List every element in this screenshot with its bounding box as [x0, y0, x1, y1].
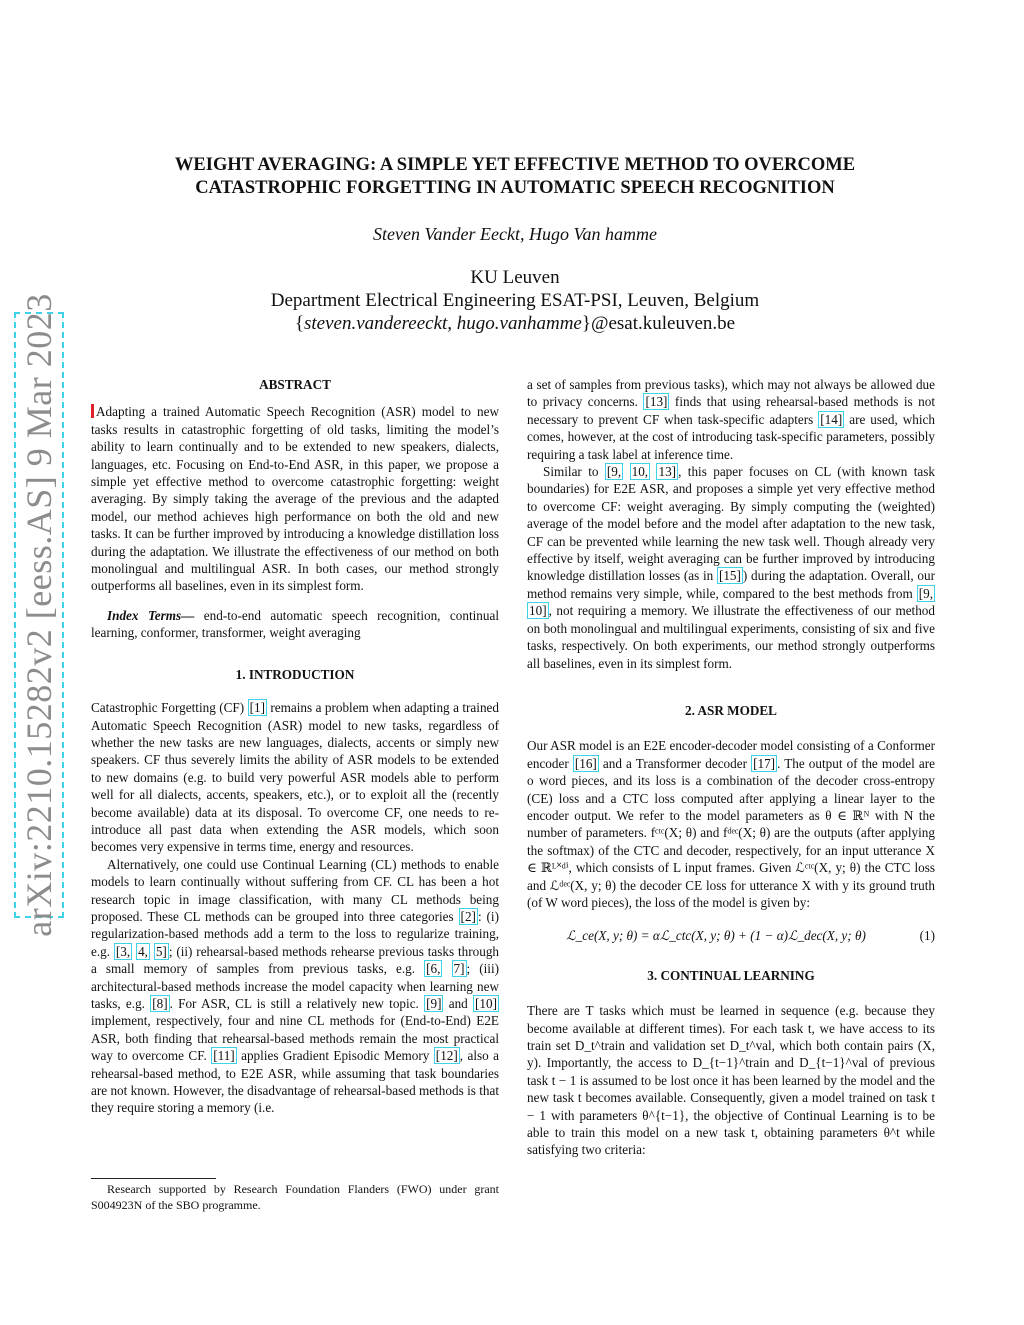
title-line: CATASTROPHIC FORGETTING IN AUTOMATIC SPEECH RECOGNITION	[195, 178, 835, 198]
citation-link[interactable]: [12]	[435, 1048, 458, 1064]
citation-link[interactable]: [1]	[249, 700, 265, 716]
text-run: are used, which comes, however, at the cost of introducing task-specific parameters, possibly requiring a task label at inference time.	[527, 411, 935, 462]
citation-link[interactable]: 7]	[453, 961, 465, 977]
department: Department Electrical Engineering ESAT-PSI, Leuven, Belgium	[270, 290, 760, 311]
footnote-rule	[91, 1178, 216, 1179]
email-brace-open: {	[294, 313, 304, 334]
institution: KU Leuven	[470, 267, 560, 288]
citation-link[interactable]: [3,	[115, 943, 131, 959]
text-run: , not requiring a memory. We illustrate the effectiveness of our method on both monolingual and multilingual experiments, consisting of six and five tasks, respectively. On both experiments, our method strongly outperforms all baselines, even in its simplest form.	[527, 603, 935, 671]
asr-model-paragraph	[527, 737, 935, 911]
text-run: ) during the adaptation. Overall, our method remains very simple, while, compared to the best methods from	[527, 568, 936, 601]
right-column	[527, 376, 935, 1159]
citation-link[interactable]: 10]	[529, 603, 547, 619]
arxiv-identifier-stamp	[14, 293, 64, 937]
text-run: , this paper focuses on CL (with known task boundaries) for E2E ASR, and proposes a simple yet very effective method to overcome CF: weight averaging. By simply computing the (weighted) average of the model before and the model after adaptation to the new task, CF can be prevented while learning the new task well. Though already very effective by itself, weight averaging can be further improved by introducing knowledge distillation losses (as in	[527, 464, 935, 584]
citation-link[interactable]: [6,	[426, 961, 441, 977]
citation-link[interactable]: [8]	[152, 996, 168, 1011]
citation-link[interactable]: 5]	[155, 943, 167, 959]
introduction-heading: 1. INTRODUCTION	[235, 666, 355, 682]
citation-link[interactable]: [2]	[460, 908, 476, 924]
continual-learning-paragraph: There are T tasks which must be learned in sequence (e.g. because they become available at different times). For each task t, we have access to its train set D_t^train and validation set D_t^val, which both contain pairs (X, y). Importantly, the access to D_{t−1}^train and D_{t−1}^val of previous task t − 1 is assumed to be lost once it has been learned by the model and the new task t becomes available. Consequently, given a model trained on task t − 1 with parameters θ^{t−1}, the objective of Continual Learning is to be able to train this model on a new task t, obtaining parameters θ^t while satisfying two criteria:	[527, 1003, 935, 1158]
intro-paragraph-4	[527, 463, 935, 672]
text-run: Alternatively, one could use Continual Learning (CL) methods to enable models to learn continually without suffering from CF. CL has been a hot research topic in image classification, with many CL methods being proposed. These CL methods can be grouped into three categories	[91, 856, 499, 924]
continual-learning-heading: 3. CONTINUAL LEARNING	[647, 967, 815, 983]
text-run: implement, respectively, four and nine CL methods for (End-to-End) E2E ASR, both finding that rehearsal-based methods remain the most practical way to overcome CF.	[91, 1013, 499, 1064]
email-domain: @esat.kuleuven.be	[590, 313, 736, 334]
citation-link[interactable]: [9,	[606, 464, 622, 480]
text-run: . For ASR, CL is still a relatively new topic.	[169, 996, 425, 1011]
footnote-text: Research supported by Research Foundation Flanders (FWO) under grant S004923N of the SBO programme.	[91, 1182, 499, 1212]
change-bar	[91, 404, 94, 418]
citation-link[interactable]: 10,	[631, 464, 649, 480]
equation-body: ℒ_ce(X, y; θ) = αℒ_ctc(X, y; θ) + (1 − α)ℒ_dec(X, y; θ)	[566, 928, 866, 944]
citation-link[interactable]: [15]	[718, 568, 741, 584]
text-run: and a Transformer decoder	[598, 755, 752, 771]
index-terms	[91, 607, 499, 642]
email-names: steven.vandereeckt, hugo.vanhamme	[304, 313, 582, 334]
index-terms-text: end-to-end automatic speech recognition, continual learning, conformer, transformer, weight averaging	[91, 607, 499, 641]
asr-model-heading: 2. ASR MODEL	[685, 702, 777, 718]
citation-link[interactable]: [17]	[753, 755, 776, 771]
text-run: ; (iii) architectural-based methods increase the model capacity when learning new tasks, e.g.	[91, 961, 499, 1011]
email-line	[120, 312, 910, 335]
intro-paragraph-3	[527, 376, 935, 463]
abstract-heading: ABSTRACT	[259, 377, 331, 392]
text-run: a set of samples from previous tasks), which may not always be allowed due to privacy concerns.	[527, 377, 935, 410]
text-run: finds that using rehearsal-based methods is not necessary to prevent CF when task-specific adapters	[527, 394, 935, 427]
equation-1	[527, 927, 935, 944]
citation-link[interactable]: [10]	[475, 996, 497, 1011]
text-run: and	[443, 996, 474, 1011]
authors: Steven Vander Eeckt, Hugo Van hamme	[373, 224, 657, 244]
text-run: applies Gradient Episodic Memory	[236, 1048, 434, 1064]
text-run: Our ASR model is an E2E encoder-decoder model consisting of a Conformer encoder	[527, 738, 935, 771]
citation-link[interactable]: [9,	[918, 585, 933, 601]
paper-title	[120, 154, 910, 200]
text-run: remains a problem when adapting a trained Automatic Speech Recognition (ASR) model to new tasks, regardless of whether the new tasks are new languages, dialects, accents or simply new speakers. CF thus severely limits the ability of ASR models to be extended to new domains (e.g. to build very powerful ASR models able to perform well for all dialects, accents, speakers, etc.), or to exploit all the (recently become available) data at its disposal. To overcome CF, one needs to re-introduce all past data when extending the ASR models, which soon becomes very expensive in terms time, energy and resources.	[91, 700, 499, 855]
citation-link[interactable]: 4,	[138, 943, 148, 959]
abstract-paragraph	[91, 403, 499, 594]
email-brace-close: }	[581, 313, 591, 334]
abstract-text: Adapting a trained Automatic Speech Recognition (ASR) model to new tasks results in catastrophic forgetting of old tasks, limiting the model’s ability to learn continually and to be extended to new speakers, dialects, languages, etc. Focusing on End-to-End ASR, in this paper, we propose a simple yet effective method to overcome catastrophic forgetting: weight averaging. By simply taking the average of the previous and the adapted model, our method achieves high performance on both the old and new tasks. It can be further improved by introducing a knowledge distillation loss during the adaptation. We illustrate the effectiveness of our method on both monolingual and multilingual ASR. In both cases, our method strongly outperforms all baselines, even in its simplest form.	[91, 404, 499, 594]
text-run: ; (ii) rehearsal-based methods rehearse previous tasks through a small memory of samples from previous tasks, e.g.	[91, 943, 500, 977]
intro-paragraph-2	[91, 856, 499, 1117]
text-run: , also a rehearsal-based method, to E2E ASR, while assuming that task boundaries are not known. However, the disadvantage of rehearsal-based methods is that they require storing a memory (i.e.	[91, 1048, 499, 1116]
intro-paragraph-1	[91, 699, 499, 856]
citation-link[interactable]: [13]	[645, 394, 668, 410]
citation-link[interactable]: 13]	[658, 464, 677, 480]
equation-number: (1)	[919, 928, 935, 944]
text-run: : (i) regularization-based methods add a term to the loss to regularize training, e.g.	[91, 908, 499, 959]
index-terms-label: Index Terms—	[107, 607, 195, 623]
arxiv-identifier-text: arXiv:2210.15282v2 [eess.AS] 9 Mar 2023	[19, 293, 59, 937]
citation-link[interactable]: [11]	[213, 1048, 235, 1064]
title-line: WEIGHT AVERAGING: A SIMPLE YET EFFECTIVE METHOD TO OVERCOME	[174, 155, 856, 175]
text-run: Catastrophic Forgetting (CF)	[91, 700, 248, 716]
text-run: Similar to	[543, 464, 605, 480]
citation-link[interactable]: [16]	[574, 755, 597, 771]
citation-link[interactable]: [9]	[426, 996, 442, 1011]
footnote	[91, 1178, 499, 1213]
citation-link[interactable]: [14]	[820, 411, 843, 427]
left-column	[91, 376, 499, 1117]
text-run: . The output of the model are o word pieces, and its loss is a combination of the decoder cross-entropy (CE) loss and a CTC loss computed after applying a linear layer to the encoder output. We refer to the model parameters as θ ∈ ℝᴺ with N the number of parameters. fᶜᵗᶜ(X; θ) and fᵈᵉᶜ(X; θ) are the outputs (after applying the softmax) of the CTC and decoder, respectively, for an input utterance X ∈ ℝᴸ˟ᵈⁱ, which consists of L input frames. Given ℒᶜᵗᶜ(X, y; θ) the CTC loss and ℒᵈᵉᶜ(X, y; θ) the decoder CE loss for utterance X with y its ground truth (of W word pieces), the loss of the model is given by:	[527, 755, 935, 910]
affiliation-block	[120, 266, 910, 335]
